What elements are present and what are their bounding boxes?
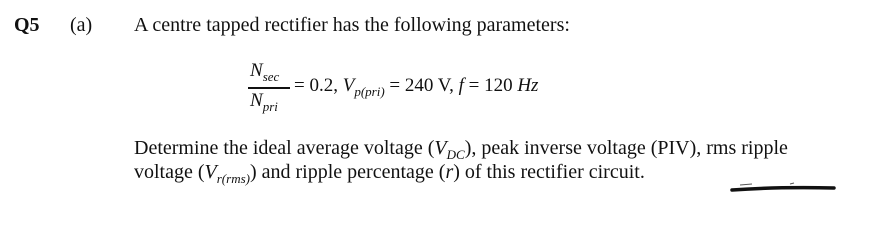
- task-line-2: voltage $(V_{r(rms)})$ and ripple percentage (r) of this rectifier circuit.: [134, 161, 645, 186]
- equation-rhs: = 0.2, $V_{p(pri)} = 240$ V, f = 120 Hz: [294, 75, 539, 99]
- fraction-bar: [248, 87, 290, 89]
- ink-scribble: [730, 180, 840, 196]
- part-label: (a): [70, 14, 93, 36]
- question-number: Q5: [14, 14, 40, 36]
- turns-ratio-fraction: [248, 60, 292, 116]
- task-line-1: Determine the ideal average voltage $(V_{DC})$, peak inverse voltage (PIV), rms ripple: [134, 137, 788, 162]
- fraction-denominator: $N_{pri}$: [250, 90, 278, 114]
- question-intro: A centre tapped rectifier has the following parameters:: [134, 14, 570, 36]
- fraction-numerator: $N_{sec}$: [250, 60, 280, 84]
